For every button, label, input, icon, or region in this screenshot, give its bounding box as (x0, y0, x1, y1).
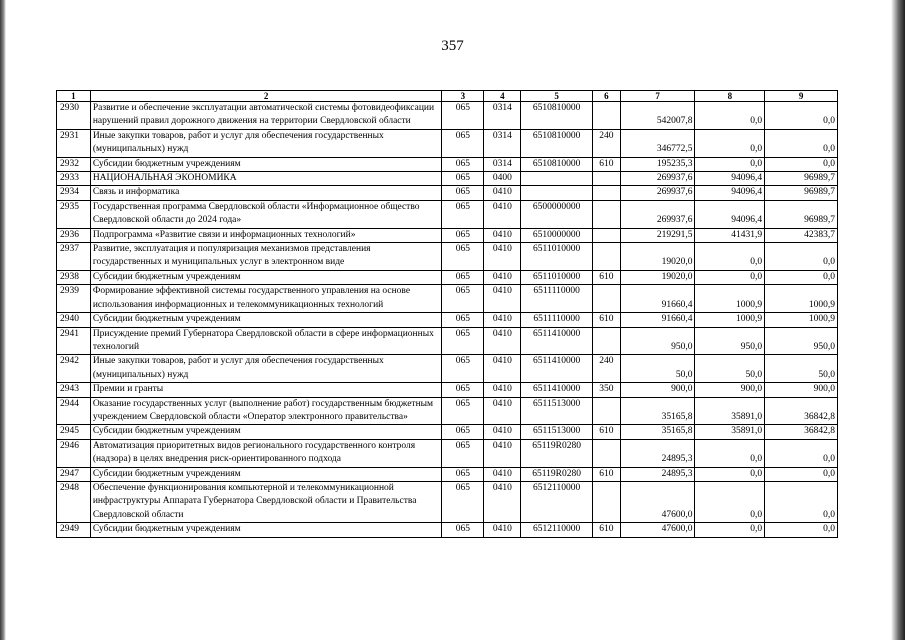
column-header: 1 (57, 91, 91, 102)
amount-year3-cell: 0,0 (765, 523, 838, 537)
target-code-cell: 6512110000 (521, 523, 593, 537)
amount-year1-cell: 35165,8 (620, 425, 695, 439)
row-name-cell: Оказание государственных услуг (выполнение работ) государственным бюджетным учреждением Свердловской области «Оператор электронного правительства» (90, 397, 442, 425)
row-name-cell: Автоматизация приоритетных видов регионального государственного контроля (надзора) в целях внедрения риск-ориентированного подхода (90, 439, 442, 467)
table-row (57, 397, 838, 425)
amount-year2-cell: 41431,9 (695, 228, 765, 242)
expense-type-cell (593, 200, 621, 228)
ministry-code-cell: 065 (442, 102, 484, 130)
row-index-cell: 2934 (57, 186, 91, 200)
section-code-cell: 0410 (484, 228, 521, 242)
target-code-cell: 6500000000 (521, 200, 593, 228)
amount-year3-cell: 950,0 (765, 327, 838, 355)
amount-year2-cell: 94096,4 (695, 186, 765, 200)
row-name-cell: Иные закупки товаров, работ и услуг для обеспечения государственных (муниципальных) нужд (90, 129, 442, 157)
amount-year3-cell: 0,0 (765, 157, 838, 171)
amount-year3-cell: 36842,8 (765, 397, 838, 425)
amount-year1-cell: 269937,6 (620, 186, 695, 200)
amount-year3-cell: 0,0 (765, 270, 838, 284)
expense-type-cell: 610 (593, 467, 621, 481)
target-code-cell: 6511010000 (521, 243, 593, 271)
amount-year1-cell: 219291,5 (620, 228, 695, 242)
expense-type-cell: 610 (593, 313, 621, 327)
amount-year3-cell: 1000,9 (765, 313, 838, 327)
column-header: 5 (521, 91, 593, 102)
table-row (57, 129, 838, 157)
amount-year3-cell: 0,0 (765, 129, 838, 157)
amount-year2-cell: 0,0 (695, 243, 765, 271)
amount-year2-cell: 0,0 (695, 102, 765, 130)
amount-year1-cell: 24895,3 (620, 467, 695, 481)
section-code-cell: 0410 (484, 383, 521, 397)
expense-type-cell: 350 (593, 383, 621, 397)
ministry-code-cell: 065 (442, 467, 484, 481)
expense-type-cell (593, 327, 621, 355)
row-name-cell: Премии и гранты (90, 383, 442, 397)
expense-type-cell (593, 397, 621, 425)
column-header: 4 (484, 91, 521, 102)
row-index-cell: 2944 (57, 397, 91, 425)
target-code-cell: 6511110000 (521, 313, 593, 327)
table-row (57, 186, 838, 200)
row-index-cell: 2930 (57, 102, 91, 130)
amount-year2-cell: 35891,0 (695, 397, 765, 425)
target-code-cell: 6511110000 (521, 285, 593, 313)
target-code-cell: 6511513000 (521, 425, 593, 439)
amount-year3-cell: 0,0 (765, 102, 838, 130)
ministry-code-cell: 065 (442, 285, 484, 313)
section-code-cell: 0410 (484, 467, 521, 481)
amount-year3-cell: 0,0 (765, 439, 838, 467)
amount-year1-cell: 900,0 (620, 383, 695, 397)
section-code-cell: 0410 (484, 327, 521, 355)
row-name-cell: Подпрограмма «Развитие связи и информационных технологий» (90, 228, 442, 242)
amount-year1-cell: 269937,6 (620, 172, 695, 186)
row-index-cell: 2939 (57, 285, 91, 313)
target-code-cell: 65119R0280 (521, 439, 593, 467)
table-row (57, 481, 838, 522)
amount-year2-cell: 94096,4 (695, 172, 765, 186)
amount-year2-cell: 94096,4 (695, 200, 765, 228)
target-code-cell (521, 172, 593, 186)
amount-year2-cell: 0,0 (695, 129, 765, 157)
amount-year3-cell: 900,0 (765, 383, 838, 397)
table-row (57, 439, 838, 467)
amount-year1-cell: 346772,5 (620, 129, 695, 157)
table-row (57, 285, 838, 313)
row-name-cell: Субсидии бюджетным учреждениям (90, 467, 442, 481)
table-row (57, 313, 838, 327)
ministry-code-cell: 065 (442, 383, 484, 397)
row-name-cell: Развитие и обеспечение эксплуатации автоматической системы фотовидеофиксации нарушений правил дорожного движения на территории Свердловской области (90, 102, 442, 130)
ministry-code-cell: 065 (442, 355, 484, 383)
table-row (57, 523, 838, 537)
row-name-cell: Субсидии бюджетным учреждениям (90, 523, 442, 537)
amount-year1-cell: 950,0 (620, 327, 695, 355)
amount-year3-cell: 50,0 (765, 355, 838, 383)
ministry-code-cell: 065 (442, 243, 484, 271)
row-name-cell: Иные закупки товаров, работ и услуг для обеспечения государственных (муниципальных) нужд (90, 355, 442, 383)
row-index-cell: 2941 (57, 327, 91, 355)
row-index-cell: 2933 (57, 172, 91, 186)
amount-year2-cell: 0,0 (695, 157, 765, 171)
row-name-cell: Государственная программа Свердловской области «Информационное общество Свердловской области до 2024 года» (90, 200, 442, 228)
section-code-cell: 0400 (484, 172, 521, 186)
target-code-cell: 6511513000 (521, 397, 593, 425)
section-code-cell: 0410 (484, 313, 521, 327)
expense-type-cell (593, 285, 621, 313)
table-row (57, 467, 838, 481)
amount-year1-cell: 91660,4 (620, 285, 695, 313)
section-code-cell: 0410 (484, 285, 521, 313)
section-code-cell: 0314 (484, 102, 521, 130)
ministry-code-cell: 065 (442, 481, 484, 522)
amount-year2-cell: 0,0 (695, 270, 765, 284)
table-row (57, 157, 838, 171)
target-code-cell: 6512110000 (521, 481, 593, 522)
amount-year3-cell: 0,0 (765, 243, 838, 271)
amount-year2-cell: 950,0 (695, 327, 765, 355)
target-code-cell: 65119R0280 (521, 467, 593, 481)
table-row (57, 172, 838, 186)
expense-type-cell: 610 (593, 270, 621, 284)
row-index-cell: 2932 (57, 157, 91, 171)
amount-year1-cell: 24895,3 (620, 439, 695, 467)
target-code-cell: 6511410000 (521, 355, 593, 383)
target-code-cell: 6511410000 (521, 383, 593, 397)
row-index-cell: 2942 (57, 355, 91, 383)
ministry-code-cell: 065 (442, 439, 484, 467)
section-code-cell: 0410 (484, 481, 521, 522)
budget-table (56, 90, 838, 538)
target-code-cell: 6511010000 (521, 270, 593, 284)
expense-type-cell (593, 228, 621, 242)
section-code-cell: 0314 (484, 129, 521, 157)
target-code-cell: 6510810000 (521, 157, 593, 171)
amount-year2-cell: 0,0 (695, 467, 765, 481)
table-row (57, 425, 838, 439)
column-header: 8 (695, 91, 765, 102)
expense-type-cell (593, 172, 621, 186)
table-row (57, 270, 838, 284)
ministry-code-cell: 065 (442, 327, 484, 355)
section-code-cell: 0410 (484, 200, 521, 228)
row-name-cell: Присуждение премий Губернатора Свердловской области в сфере информационных технологий (90, 327, 442, 355)
amount-year3-cell: 42383,7 (765, 228, 838, 242)
amount-year1-cell: 47600,0 (620, 523, 695, 537)
amount-year1-cell: 19020,0 (620, 243, 695, 271)
section-code-cell: 0410 (484, 397, 521, 425)
column-header: 7 (620, 91, 695, 102)
expense-type-cell: 240 (593, 355, 621, 383)
row-index-cell: 2940 (57, 313, 91, 327)
ministry-code-cell: 065 (442, 172, 484, 186)
section-code-cell: 0314 (484, 157, 521, 171)
column-header: 2 (90, 91, 442, 102)
table-row (57, 383, 838, 397)
table-row (57, 102, 838, 130)
amount-year1-cell: 47600,0 (620, 481, 695, 522)
amount-year2-cell: 35891,0 (695, 425, 765, 439)
amount-year2-cell: 0,0 (695, 481, 765, 522)
ministry-code-cell: 065 (442, 523, 484, 537)
ministry-code-cell: 065 (442, 397, 484, 425)
expense-type-cell (593, 102, 621, 130)
section-code-cell: 0410 (484, 523, 521, 537)
amount-year3-cell: 1000,9 (765, 285, 838, 313)
ministry-code-cell: 065 (442, 425, 484, 439)
column-header: 3 (442, 91, 484, 102)
row-name-cell: Развитие, эксплуатация и популяризация механизмов представления государственных и муниципальных услуг в электронном виде (90, 243, 442, 271)
row-index-cell: 2946 (57, 439, 91, 467)
amount-year2-cell: 1000,9 (695, 313, 765, 327)
target-code-cell: 6510810000 (521, 102, 593, 130)
amount-year3-cell: 96989,7 (765, 186, 838, 200)
amount-year3-cell: 0,0 (765, 467, 838, 481)
expense-type-cell (593, 186, 621, 200)
expense-type-cell: 610 (593, 157, 621, 171)
amount-year3-cell: 0,0 (765, 481, 838, 522)
page-number: 357 (441, 38, 464, 54)
row-name-cell: Формирование эффективной системы государственного управления на основе использования информационных и телекоммуникационных технологий (90, 285, 442, 313)
row-index-cell: 2949 (57, 523, 91, 537)
amount-year2-cell: 900,0 (695, 383, 765, 397)
table-row (57, 200, 838, 228)
row-index-cell: 2937 (57, 243, 91, 271)
row-name-cell: Связь и информатика (90, 186, 442, 200)
row-index-cell: 2948 (57, 481, 91, 522)
ministry-code-cell: 065 (442, 129, 484, 157)
row-index-cell: 2931 (57, 129, 91, 157)
column-header: 9 (765, 91, 838, 102)
section-code-cell: 0410 (484, 243, 521, 271)
ministry-code-cell: 065 (442, 228, 484, 242)
amount-year2-cell: 0,0 (695, 523, 765, 537)
ministry-code-cell: 065 (442, 270, 484, 284)
amount-year2-cell: 50,0 (695, 355, 765, 383)
expense-type-cell: 610 (593, 425, 621, 439)
section-code-cell: 0410 (484, 425, 521, 439)
section-code-cell: 0410 (484, 355, 521, 383)
amount-year2-cell: 0,0 (695, 439, 765, 467)
amount-year1-cell: 35165,8 (620, 397, 695, 425)
row-index-cell: 2945 (57, 425, 91, 439)
amount-year3-cell: 96989,7 (765, 172, 838, 186)
row-index-cell: 2936 (57, 228, 91, 242)
row-index-cell: 2938 (57, 270, 91, 284)
amount-year1-cell: 269937,6 (620, 200, 695, 228)
scan-edge-left (0, 0, 6, 640)
row-name-cell: Субсидии бюджетным учреждениям (90, 313, 442, 327)
row-name-cell: НАЦИОНАЛЬНАЯ ЭКОНОМИКА (90, 172, 442, 186)
target-code-cell: 6510000000 (521, 228, 593, 242)
row-name-cell: Обеспечение функционирования компьютерной и телекоммуникационной инфраструктуры Аппарата Губернатора Свердловской области и Правительства Свердловской области (90, 481, 442, 522)
row-name-cell: Субсидии бюджетным учреждениям (90, 425, 442, 439)
ministry-code-cell: 065 (442, 313, 484, 327)
scan-edge-right (891, 0, 905, 640)
row-name-cell: Субсидии бюджетным учреждениям (90, 270, 442, 284)
table-row (57, 243, 838, 271)
amount-year1-cell: 195235,3 (620, 157, 695, 171)
amount-year1-cell: 19020,0 (620, 270, 695, 284)
row-index-cell: 2947 (57, 467, 91, 481)
amount-year1-cell: 91660,4 (620, 313, 695, 327)
row-index-cell: 2935 (57, 200, 91, 228)
target-code-cell: 6511410000 (521, 327, 593, 355)
row-index-cell: 2943 (57, 383, 91, 397)
section-code-cell: 0410 (484, 270, 521, 284)
ministry-code-cell: 065 (442, 157, 484, 171)
section-code-cell: 0410 (484, 439, 521, 467)
column-header: 6 (593, 91, 621, 102)
expense-type-cell (593, 243, 621, 271)
amount-year3-cell: 96989,7 (765, 200, 838, 228)
expense-type-cell: 610 (593, 523, 621, 537)
expense-type-cell (593, 481, 621, 522)
header-row (57, 91, 838, 102)
table-row (57, 327, 838, 355)
amount-year1-cell: 50,0 (620, 355, 695, 383)
amount-year3-cell: 36842,8 (765, 425, 838, 439)
table-row (57, 228, 838, 242)
amount-year2-cell: 1000,9 (695, 285, 765, 313)
table-row (57, 355, 838, 383)
ministry-code-cell: 065 (442, 186, 484, 200)
target-code-cell (521, 186, 593, 200)
amount-year1-cell: 542007,8 (620, 102, 695, 130)
section-code-cell: 0410 (484, 186, 521, 200)
expense-type-cell: 240 (593, 129, 621, 157)
table-body (57, 102, 838, 538)
target-code-cell: 6510810000 (521, 129, 593, 157)
row-name-cell: Субсидии бюджетным учреждениям (90, 157, 442, 171)
expense-type-cell (593, 439, 621, 467)
ministry-code-cell: 065 (442, 200, 484, 228)
